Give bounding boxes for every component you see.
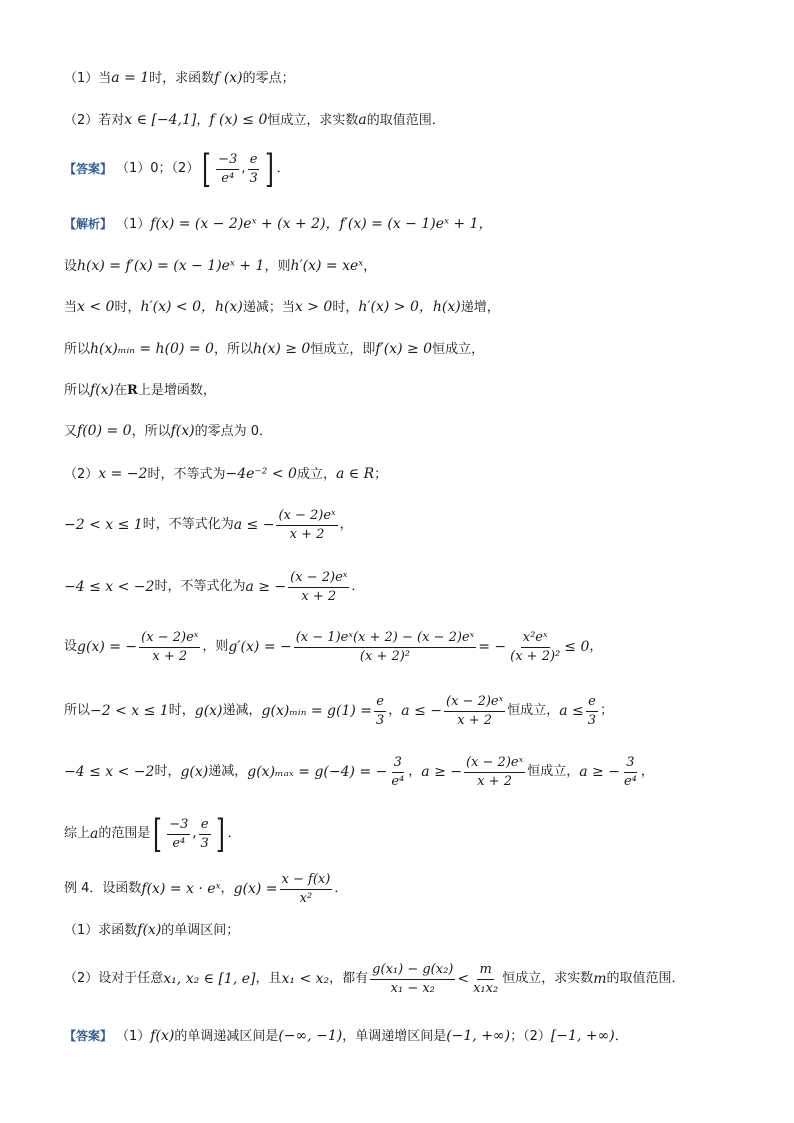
solution-line-10: 设 g(x) = − $\frac{\text{(x − 2)eˣ}}{x + 2}$ ，则 g′(x) = − $\frac{\text{(x − 1)eˣ(x + 2) − (x − 2)eˣ}}{\text{(x + 2)²}}$ = − $\frac{\text{x²eˣ}}{\text{(x + 2)²}}$ ≤ 0 ，: [64, 630, 603, 664]
solution-line-8: −2 < x ≤ 1 时，不等式化为 a ≤ − $\frac{\text{(x − 2)eˣ}}{x + 2}$ ，: [64, 508, 353, 542]
solution-line-4: 所以 h(x)ₘᵢₙ = h(0) = 0 ，所以 h(x) ≥ 0 恒成立，即 f′(x) ≥ 0 恒成立，: [64, 341, 485, 357]
question-part-2: （2）若对 x ∈ [−4,1] ， f (x) ≤ 0 恒成立，求实数 a 的取值范围．: [64, 112, 445, 128]
solution-line-12: −4 ≤ x < −2 时， g(x) 递减， g(x)ₘₐₓ = g(−4) = − $\frac{3}{\text{e⁴}}$ ， a ≥ − $\frac{\text{(x − 2)eˣ}}{x + 2}$ 恒成立， a ≥ − $\frac{3}{\text{e⁴}}$ ，: [64, 755, 654, 789]
solution-line-1: 【解析】 （1） f(x) = (x − 2)eˣ + (x + 2)，f′(x) = (x − 1)eˣ + 1，: [64, 216, 493, 232]
example-4-answer: 【答案】 （1） f(x) 的单调递减区间是 (−∞, −1) ，单调递增区间是 (−1, +∞) ；（2） [−1, +∞) ．: [64, 1028, 628, 1044]
answer-tag: 【答案】: [64, 1029, 113, 1044]
example-4-part-2: （2）设对于任意 x₁, x₂ ∈ [1, e] ，且 x₁ < x₂ ，都有 $\frac{\text{g(x₁) − g(x₂)}}{\text{x₁ − x₂}}$ < $\frac{m}{\text{x₁x₂}}$ 恒成立，求实数 m 的取值范围．: [64, 962, 685, 996]
answer-line: 【答案】 （1）0；（2） [ $\frac{-3}{\text{e⁴}}$ , $\frac{e}{3}$ ] ．: [64, 147, 290, 191]
question-part-1: （1）当 a = 1 时，求函数 f (x) 的零点；: [64, 70, 295, 86]
solution-line-11: 所以 −2 < x ≤ 1 时， g(x) 递减， g(x)ₘᵢₙ = g(1) = $\frac{e}{3}$ ， a ≤ − $\frac{\text{(x − 2)eˣ}}{x + 2}$ 恒成立， a ≤ $\frac{e}{3}$ ；: [64, 694, 614, 728]
solution-line-6: 又 f(0) = 0 ，所以 f(x) 的零点为 0．: [64, 423, 273, 439]
solution-line-2: 设 h(x) = f′(x) = (x − 1)eˣ + 1 ，则 h′(x) = xeˣ ，: [64, 258, 377, 274]
solution-tag: 【解析】: [64, 217, 113, 232]
solution-line-9: −4 ≤ x < −2 时，不等式化为 a ≥ − $\frac{\text{(x − 2)eˣ}}{x + 2}$ ．: [64, 570, 365, 604]
solution-line-7: （2） x = −2 时，不等式为 −4e⁻² < 0 成立， a ∈ R ；: [64, 466, 388, 482]
solution-line-3: 当 x < 0 时， h′(x) < 0，h(x) 递减；当 x > 0 时， h′(x) > 0，h(x) 递增，: [64, 299, 500, 315]
solution-conclusion: 综上 a 的范围是 [ $\frac{-3}{\text{e⁴}}$ , $\frac{e}{3}$ ] ．: [64, 812, 241, 856]
example-4-statement: 例 4．设函数 f(x) = x · eˣ ， g(x) = $\frac{x - f(x)}{\text{x²}}$ ．: [64, 872, 348, 906]
solution-line-5: 所以 f(x) 在 R 上是增函数，: [64, 382, 216, 398]
example-4-part-1: （1）求函数 f(x) 的单调区间；: [64, 922, 240, 938]
answer-tag: 【答案】: [64, 161, 113, 176]
answer-interval: [ $\frac{-3}{\text{e⁴}}$ , $\frac{e}{3}$ ]: [202, 147, 274, 191]
